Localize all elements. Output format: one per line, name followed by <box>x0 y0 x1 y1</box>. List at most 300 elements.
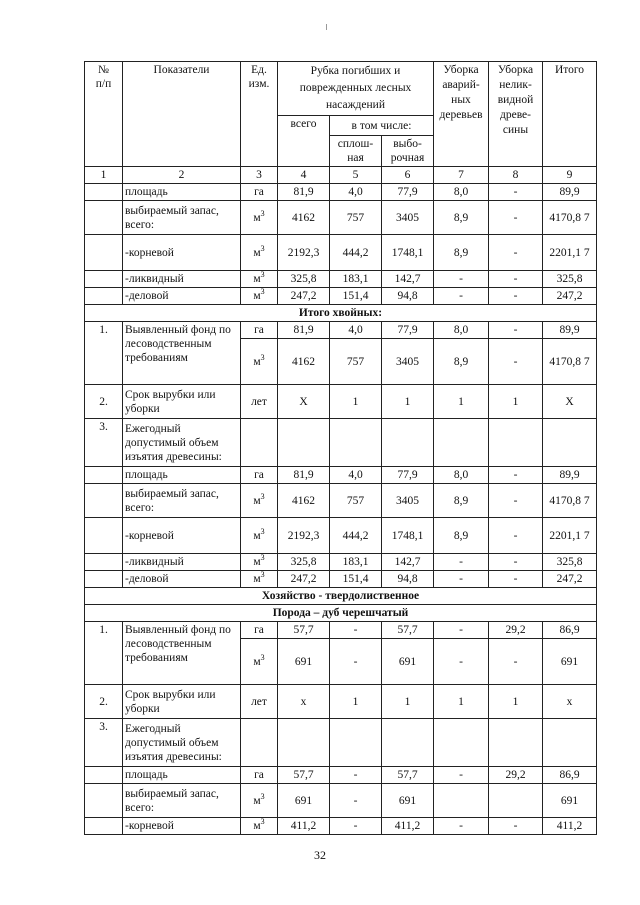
value-cell <box>278 322 330 339</box>
indicator-cell <box>123 554 241 571</box>
value-cell <box>543 419 597 467</box>
value-cell-text: - <box>513 573 518 585</box>
value-cell <box>434 235 489 271</box>
value-cell-text: 8,9 <box>453 529 469 542</box>
num-cell <box>85 235 123 271</box>
value-cell <box>330 419 382 467</box>
value-cell-text: 8,9 <box>453 246 469 259</box>
value-cell-text: 57,7 <box>397 624 418 636</box>
value-cell-text: 691 <box>294 794 313 807</box>
value-cell <box>382 419 434 467</box>
value-cell-text: Х <box>299 395 308 408</box>
value-cell <box>434 339 489 385</box>
value-cell <box>278 419 330 467</box>
column-number <box>123 167 241 184</box>
forest-felling-table <box>84 61 597 835</box>
value-cell-text: 142,7 <box>394 273 421 285</box>
value-cell-text: - <box>459 820 463 832</box>
indicator-cell <box>123 201 241 235</box>
unit-cell <box>241 271 278 288</box>
unit-cell-text: м <box>253 794 261 807</box>
num-cell <box>85 767 123 784</box>
num-cell-text: 1. <box>99 324 108 336</box>
value-cell <box>434 818 489 835</box>
value-cell <box>278 184 330 201</box>
num-cell-text: 1. <box>99 624 108 636</box>
indicator-cell-text: выбираемый запас, всего: <box>125 487 219 514</box>
header-num-text: № п/п <box>95 64 112 90</box>
value-cell <box>382 622 434 639</box>
value-cell <box>330 818 382 835</box>
table-row <box>85 322 597 339</box>
value-cell <box>382 571 434 588</box>
value-cell <box>543 818 597 835</box>
value-cell-text: 325,8 <box>556 556 583 568</box>
value-cell <box>489 484 543 518</box>
indicator-cell <box>123 518 241 554</box>
value-cell <box>278 784 330 818</box>
value-cell-text: 2201,1 7 <box>549 246 590 259</box>
value-cell <box>278 571 330 588</box>
value-cell <box>330 518 382 554</box>
value-cell <box>278 235 330 271</box>
indicator-cell <box>123 184 241 201</box>
unit-cell-text: га <box>254 324 264 336</box>
value-cell-text: - <box>513 273 518 285</box>
value-cell <box>278 554 330 571</box>
unit-superscript: 3 <box>260 208 265 218</box>
value-cell <box>489 385 543 419</box>
value-cell-text: 3405 <box>396 355 419 368</box>
value-cell <box>382 385 434 419</box>
value-cell <box>489 719 543 767</box>
value-cell <box>278 767 330 784</box>
header-num <box>85 62 123 167</box>
indicator-cell-text: -корневой <box>125 529 174 542</box>
column-number <box>382 167 434 184</box>
value-cell <box>434 685 489 719</box>
unit-cell <box>241 201 278 235</box>
value-cell-text: 4170,8 7 <box>549 494 590 507</box>
unit-cell-text: м <box>253 290 261 302</box>
indicator-cell <box>123 818 241 835</box>
indicator-cell-text: Ежегодный допустимый объем изъятия древесины: <box>125 422 222 463</box>
unit-cell-text: га <box>254 186 264 198</box>
indicator-cell-text: -ликвидный <box>125 273 184 285</box>
value-cell-text: 1748,1 <box>391 246 424 259</box>
unit-cell <box>241 554 278 571</box>
value-cell-text: - <box>459 556 463 568</box>
value-cell <box>489 288 543 305</box>
value-cell-text: 77,9 <box>397 186 418 198</box>
unit-superscript: 3 <box>260 287 265 297</box>
indicator-cell <box>123 571 241 588</box>
unit-cell-text: м <box>253 556 261 568</box>
unit-superscript: 3 <box>260 570 265 580</box>
table-row <box>85 385 597 419</box>
column-number-row <box>85 167 597 184</box>
value-cell <box>382 518 434 554</box>
indicator-cell <box>123 622 241 685</box>
value-cell-text: 1 <box>458 395 464 408</box>
value-cell <box>278 719 330 767</box>
unit-cell <box>241 784 278 818</box>
header-total-all-text: всего <box>290 118 317 130</box>
value-cell-text: 142,7 <box>394 556 421 568</box>
value-cell <box>434 554 489 571</box>
value-cell-text: 89,9 <box>559 324 580 336</box>
value-cell <box>543 554 597 571</box>
unit-cell <box>241 235 278 271</box>
value-cell-text: 2192,3 <box>287 529 320 542</box>
value-cell-text: - <box>513 186 518 198</box>
value-cell <box>489 784 543 818</box>
value-cell-text: 29,2 <box>505 769 526 781</box>
value-cell-text: 8,0 <box>453 186 469 198</box>
header-unit <box>241 62 278 167</box>
num-cell <box>85 719 123 767</box>
value-cell-text: 4170,8 7 <box>549 211 590 224</box>
indicator-cell <box>123 271 241 288</box>
column-number <box>278 167 330 184</box>
value-cell <box>489 685 543 719</box>
header-emergency-text: Уборка аварий- ных деревьев <box>439 64 483 121</box>
unit-superscript: 3 <box>260 243 265 253</box>
value-cell <box>543 622 597 639</box>
value-cell <box>489 518 543 554</box>
value-cell <box>434 784 489 818</box>
value-cell <box>278 685 330 719</box>
section-title-text: Итого хвойных: <box>298 307 383 319</box>
unit-cell <box>241 571 278 588</box>
num-cell <box>85 385 123 419</box>
value-cell <box>543 571 597 588</box>
value-cell <box>489 767 543 784</box>
value-cell <box>489 554 543 571</box>
value-cell-text: 4,0 <box>348 469 363 481</box>
unit-cell <box>241 622 278 639</box>
value-cell-text: 81,9 <box>293 469 314 481</box>
value-cell-text: 444,2 <box>342 529 369 542</box>
value-cell <box>382 201 434 235</box>
indicator-cell-text: -корневой <box>125 820 174 832</box>
value-cell-text: 1 <box>458 695 464 708</box>
column-number-text: 5 <box>352 169 359 181</box>
num-cell <box>85 818 123 835</box>
value-cell <box>489 818 543 835</box>
value-cell <box>543 271 597 288</box>
unit-cell-text: лет <box>251 695 267 708</box>
indicator-cell <box>123 322 241 385</box>
value-cell <box>330 622 382 639</box>
value-cell-text: 8,9 <box>453 355 469 368</box>
indicator-cell-text: Ежегодный допустимый объем изъятия древесины: <box>125 722 222 763</box>
indicator-cell-text: площадь <box>125 469 168 481</box>
value-cell <box>330 201 382 235</box>
value-cell <box>382 554 434 571</box>
column-number-text: 4 <box>300 169 307 181</box>
value-cell-text: 77,9 <box>397 469 418 481</box>
column-number-text: 8 <box>512 169 519 181</box>
indicator-cell-text: площадь <box>125 186 168 198</box>
value-cell-text: 1 <box>404 695 411 708</box>
indicator-cell <box>123 467 241 484</box>
value-cell-text: 4,0 <box>348 186 363 198</box>
table-row <box>85 271 597 288</box>
header-indicators-text: Показатели <box>153 64 210 76</box>
value-cell <box>278 484 330 518</box>
unit-cell-text: м <box>253 355 261 368</box>
value-cell-text: - <box>513 211 518 224</box>
num-cell <box>85 571 123 588</box>
indicator-cell-text: -ликвидный <box>125 556 184 568</box>
value-cell <box>278 271 330 288</box>
value-cell-text: - <box>353 624 358 636</box>
value-cell <box>489 339 543 385</box>
value-cell-text: 86,9 <box>559 624 580 636</box>
value-cell-text: - <box>513 655 518 668</box>
value-cell-text: 8,0 <box>453 469 469 481</box>
unit-cell-text: м <box>253 529 261 542</box>
value-cell <box>489 622 543 639</box>
value-cell-text: 57,7 <box>293 769 314 781</box>
header-unit-text: Ед. изм. <box>248 64 270 90</box>
section-row <box>85 605 597 622</box>
header-clear-text: сплош- ная <box>337 138 374 164</box>
value-cell <box>434 288 489 305</box>
value-cell-text: - <box>513 529 518 542</box>
unit-cell <box>241 322 278 339</box>
section-row <box>85 305 597 322</box>
value-cell <box>489 571 543 588</box>
value-cell-text: 2201,1 7 <box>549 529 590 542</box>
num-cell <box>85 554 123 571</box>
value-cell <box>382 339 434 385</box>
value-cell <box>434 622 489 639</box>
value-cell-text: 691 <box>560 655 579 668</box>
value-cell-text: 411,2 <box>556 820 583 832</box>
header-total <box>543 62 597 167</box>
value-cell-text: - <box>459 273 463 285</box>
value-cell <box>543 784 597 818</box>
unit-cell <box>241 818 278 835</box>
indicator-cell <box>123 385 241 419</box>
indicator-cell-text: Срок вырубки или уборки <box>125 388 216 415</box>
value-cell-text: 77,9 <box>397 324 418 336</box>
value-cell <box>489 271 543 288</box>
value-cell <box>489 639 543 685</box>
header-total-text: Итого <box>554 64 585 76</box>
value-cell <box>434 271 489 288</box>
indicator-cell-text: Выявленный фонд по лесоводственным требованиям <box>125 624 231 664</box>
value-cell <box>330 339 382 385</box>
value-cell-text: - <box>353 820 358 832</box>
value-cell <box>489 184 543 201</box>
header-selective-text: выбо- рочная <box>390 138 425 164</box>
unit-superscript: 3 <box>260 652 265 662</box>
unit-cell <box>241 767 278 784</box>
indicator-cell <box>123 419 241 467</box>
header-clear <box>330 136 382 167</box>
value-cell-text: 4162 <box>292 355 315 368</box>
table-row <box>85 235 597 271</box>
unit-cell-text: м <box>253 573 261 585</box>
value-cell <box>330 685 382 719</box>
value-cell <box>489 467 543 484</box>
value-cell-text: 1 <box>404 395 411 408</box>
unit-superscript: 3 <box>260 270 265 280</box>
value-cell <box>543 385 597 419</box>
num-cell <box>85 784 123 818</box>
unit-superscript: 3 <box>260 491 265 501</box>
num-cell-text: 3. <box>99 421 108 433</box>
value-cell-text: 411,2 <box>290 820 317 832</box>
table-row <box>85 419 597 467</box>
unit-cell-text: м <box>253 211 261 224</box>
value-cell <box>330 467 382 484</box>
value-cell <box>543 201 597 235</box>
column-number <box>330 167 382 184</box>
value-cell <box>543 639 597 685</box>
value-cell <box>434 719 489 767</box>
header-emergency <box>434 62 489 167</box>
num-cell <box>85 201 123 235</box>
value-cell <box>434 322 489 339</box>
indicator-cell-text: выбираемый запас, всего: <box>125 787 219 814</box>
num-cell <box>85 322 123 385</box>
value-cell-text: 325,8 <box>290 273 317 285</box>
value-cell <box>330 322 382 339</box>
table-row <box>85 719 597 767</box>
table-row <box>85 818 597 835</box>
value-cell-text: 4,0 <box>348 324 363 336</box>
value-cell-text: - <box>513 494 518 507</box>
value-cell <box>489 235 543 271</box>
indicator-cell-text: Срок вырубки или уборки <box>125 688 216 715</box>
column-number-text: 1 <box>100 169 107 181</box>
num-cell <box>85 518 123 554</box>
num-cell-text: 3. <box>99 721 108 733</box>
unit-superscript: 3 <box>260 791 265 801</box>
table-row <box>85 484 597 518</box>
indicator-cell-text: -деловой <box>125 573 169 585</box>
indicator-cell-text: выбираемый запас, всего: <box>125 204 219 231</box>
unit-cell <box>241 719 278 767</box>
value-cell-text: 94,8 <box>397 573 418 585</box>
value-cell <box>278 518 330 554</box>
header-row <box>85 62 597 116</box>
value-cell <box>382 322 434 339</box>
column-number-text: 9 <box>566 169 573 181</box>
value-cell-text: 691 <box>294 655 313 668</box>
value-cell-text: 89,9 <box>559 469 580 481</box>
value-cell-text: 1 <box>352 695 359 708</box>
indicator-cell-text: -корневой <box>125 246 174 259</box>
value-cell-text: 4162 <box>292 494 315 507</box>
value-cell-text: 325,8 <box>290 556 317 568</box>
value-cell <box>543 467 597 484</box>
indicator-cell <box>123 484 241 518</box>
value-cell <box>434 571 489 588</box>
column-number <box>241 167 278 184</box>
column-number-text: 6 <box>404 169 411 181</box>
unit-superscript: 3 <box>260 817 265 827</box>
unit-cell-text: м <box>253 273 261 285</box>
value-cell <box>330 571 382 588</box>
value-cell <box>382 288 434 305</box>
column-number-text: 3 <box>256 169 262 181</box>
value-cell-text: - <box>513 324 518 336</box>
value-cell-text: 1 <box>512 695 519 708</box>
value-cell-text: - <box>353 769 358 781</box>
value-cell-text: 57,7 <box>293 624 314 636</box>
unit-cell <box>241 288 278 305</box>
value-cell-text: 411,2 <box>394 820 421 832</box>
value-cell <box>330 767 382 784</box>
header-selective <box>382 136 434 167</box>
header-nonliquid <box>489 62 543 167</box>
value-cell-text: - <box>513 469 518 481</box>
value-cell-text: Х <box>565 395 574 408</box>
value-cell <box>543 719 597 767</box>
value-cell-text: - <box>353 655 358 668</box>
value-cell <box>382 235 434 271</box>
value-cell-text: - <box>513 556 518 568</box>
column-number <box>434 167 489 184</box>
value-cell <box>382 685 434 719</box>
value-cell <box>278 339 330 385</box>
value-cell <box>543 322 597 339</box>
value-cell-text: - <box>459 655 463 668</box>
unit-cell-text: га <box>254 469 264 481</box>
value-cell <box>543 484 597 518</box>
value-cell <box>278 467 330 484</box>
header-indicators <box>123 62 241 167</box>
value-cell <box>382 818 434 835</box>
value-cell-text: 151,4 <box>342 573 369 585</box>
value-cell-text: - <box>513 355 518 368</box>
unit-cell <box>241 467 278 484</box>
table-row <box>85 184 597 201</box>
num-cell <box>85 484 123 518</box>
column-number-text: 2 <box>178 169 185 181</box>
value-cell <box>278 201 330 235</box>
value-cell-text: 29,2 <box>505 624 526 636</box>
value-cell-text: 2192,3 <box>287 246 320 259</box>
value-cell-text: 8,0 <box>453 324 469 336</box>
value-cell <box>330 184 382 201</box>
value-cell-text: 247,2 <box>556 290 583 302</box>
value-cell <box>543 235 597 271</box>
unit-cell <box>241 339 278 385</box>
value-cell-text: х <box>566 695 573 708</box>
value-cell <box>434 518 489 554</box>
value-cell-text: 444,2 <box>342 246 369 259</box>
section-title-text: Хозяйство - твердолиственное <box>261 590 420 602</box>
value-cell-text: 1 <box>512 395 519 408</box>
header-felling-text: Рубка погибших и поврежденных лесных насаждений <box>299 65 412 111</box>
value-cell <box>543 339 597 385</box>
value-cell <box>278 639 330 685</box>
num-cell <box>85 184 123 201</box>
value-cell-text: - <box>353 794 358 807</box>
indicator-cell <box>123 288 241 305</box>
value-cell <box>278 288 330 305</box>
section-title-text: Порода – дуб черешчатый <box>272 607 409 619</box>
unit-cell-text: м <box>253 655 261 668</box>
value-cell <box>382 271 434 288</box>
value-cell-text: 691 <box>560 794 579 807</box>
